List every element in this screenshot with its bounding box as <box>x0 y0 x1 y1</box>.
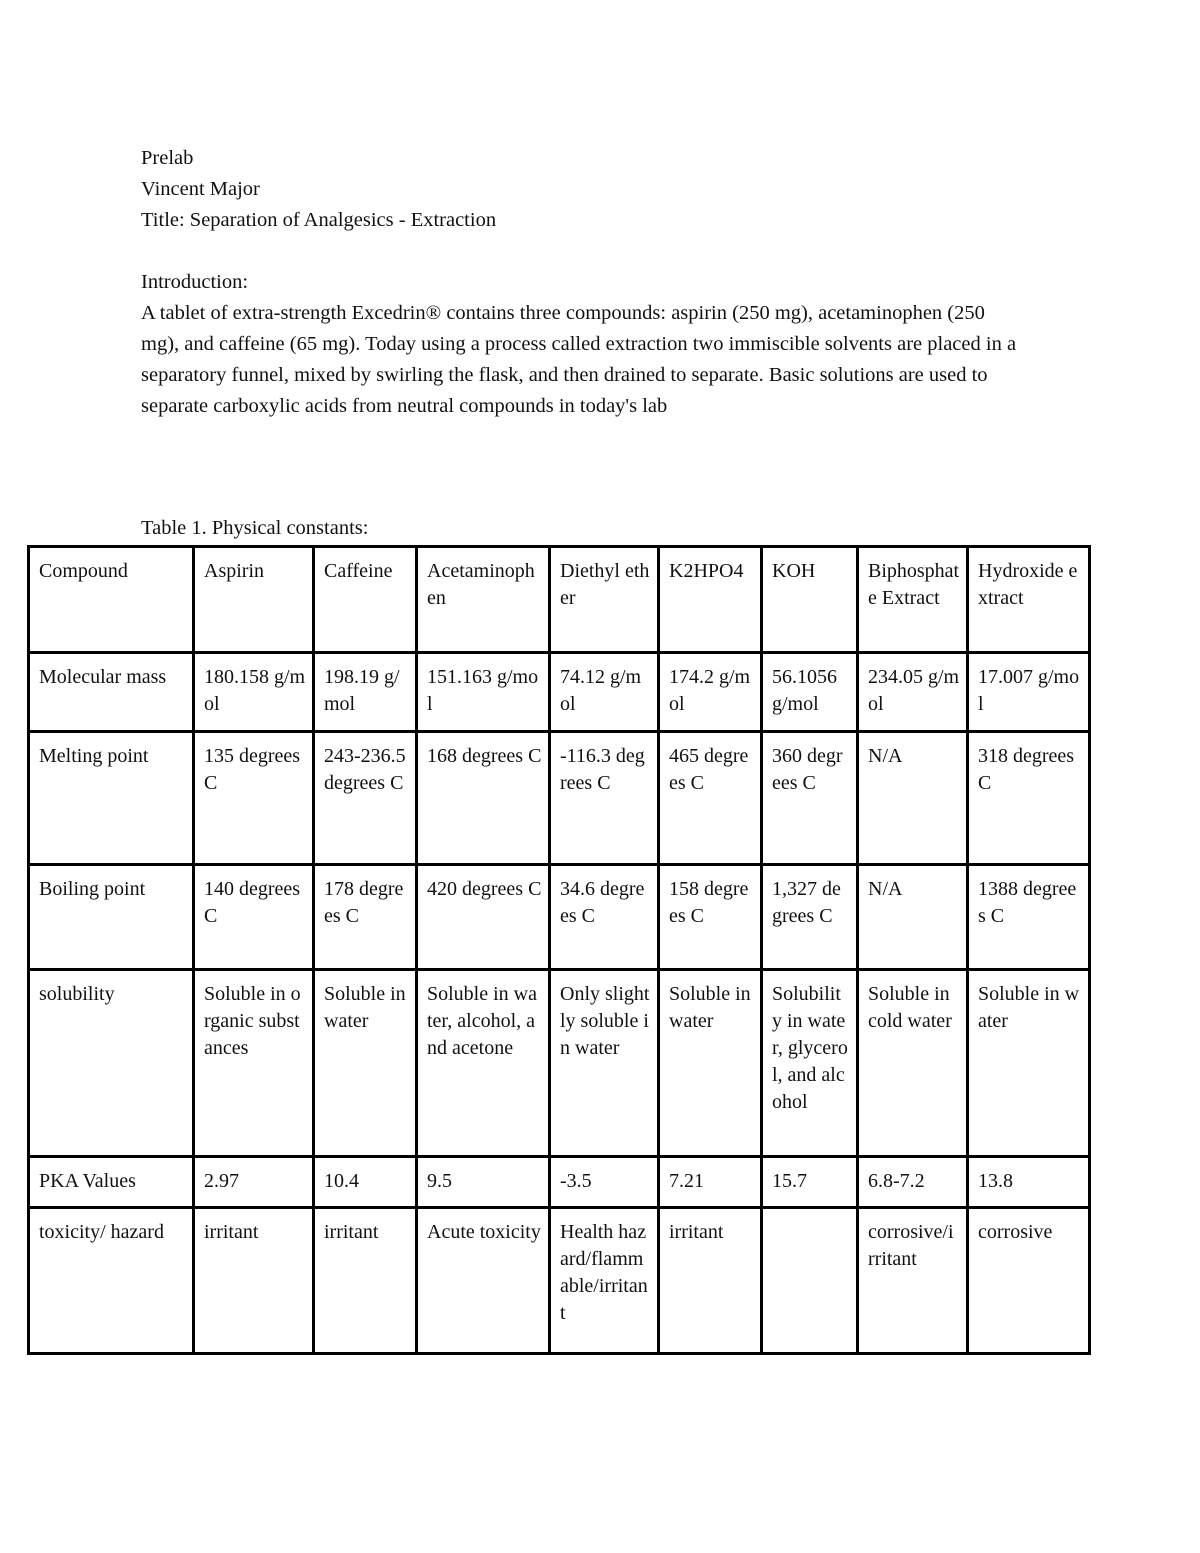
table-cell: 1388 degrees C <box>968 865 1090 970</box>
table-cell <box>762 1208 858 1354</box>
header-cell: Diethyl ether <box>550 547 659 653</box>
spacer <box>141 236 1041 267</box>
table-cell: 10.4 <box>314 1157 417 1208</box>
table-cell: 318 degrees C <box>968 732 1090 865</box>
table-cell: 17.007 g/mol <box>968 653 1090 732</box>
table-cell: corrosive/irritant <box>858 1208 968 1354</box>
table-row <box>29 1208 1090 1354</box>
table-row <box>29 732 1090 865</box>
table-cell: 74.12 g/mol <box>550 653 659 732</box>
physical-constants-table <box>27 545 1091 1355</box>
introduction-paragraph: A tablet of extra-strength Excedrin® contains three compounds: aspirin (250 mg), acetaminophen (250 mg), and caffeine (65 mg). Today using a process called extraction two immiscible solvents are placed in a separatory funnel, mixed by swirling the flask, and then drained to separate. Basic solutions are used to separate carboxylic acids from neutral compounds in today's lab <box>141 302 1017 417</box>
table-cell: Solubility in water, glycerol, and alcohol <box>762 970 858 1157</box>
table-cell: corrosive <box>968 1208 1090 1354</box>
table-cell: irritant <box>659 1208 762 1354</box>
table-row <box>29 1157 1090 1208</box>
table-cell: 15.7 <box>762 1157 858 1208</box>
header-cell: Aspirin <box>194 547 314 653</box>
table-cell: 198.19 g/mol <box>314 653 417 732</box>
table-cell: 420 degrees C <box>417 865 550 970</box>
table-cell: Soluble in cold water <box>858 970 968 1157</box>
table-cell: 158 degrees C <box>659 865 762 970</box>
table-cell: Health hazard/flammable/irritant <box>550 1208 659 1354</box>
document-header <box>141 143 1041 422</box>
table-cell: -3.5 <box>550 1157 659 1208</box>
table-cell: 151.163 g/mol <box>417 653 550 732</box>
table-header-row <box>29 547 1090 653</box>
table-cell: Soluble in organic substances <box>194 970 314 1157</box>
table-cell: irritant <box>314 1208 417 1354</box>
table-cell: 1,327 degrees C <box>762 865 858 970</box>
table-cell: 180.158 g/mol <box>194 653 314 732</box>
table-cell: 9.5 <box>417 1157 550 1208</box>
row-label-cell: Boiling point <box>29 865 194 970</box>
table-cell: N/A <box>858 732 968 865</box>
row-label-cell: Melting point <box>29 732 194 865</box>
prelab-label: Prelab <box>141 147 194 169</box>
table-cell: Soluble in water, alcohol, and acetone <box>417 970 550 1157</box>
table-cell: Soluble in water <box>314 970 417 1157</box>
table-cell: 234.05 g/mol <box>858 653 968 732</box>
table-cell: -116.3 degrees C <box>550 732 659 865</box>
table-cell: N/A <box>858 865 968 970</box>
table-cell: Acute toxicity <box>417 1208 550 1354</box>
table-cell: 2.97 <box>194 1157 314 1208</box>
introduction-heading: Introduction: <box>141 271 249 293</box>
table-row <box>29 865 1090 970</box>
header-cell: Biphosphate Extract <box>858 547 968 653</box>
table-cell: 6.8-7.2 <box>858 1157 968 1208</box>
header-cell: KOH <box>762 547 858 653</box>
table-cell: Only slightly soluble in water <box>550 970 659 1157</box>
table-cell: 56.1056 g/mol <box>762 653 858 732</box>
table-cell: Soluble in water <box>968 970 1090 1157</box>
header-cell: Caffeine <box>314 547 417 653</box>
table-cell: 34.6 degrees C <box>550 865 659 970</box>
author-name: Vincent Major <box>141 178 260 200</box>
table-cell: 168 degrees C <box>417 732 550 865</box>
table-cell: 465 degrees C <box>659 732 762 865</box>
table-cell: 174.2 g/mol <box>659 653 762 732</box>
table-cell: Soluble in water <box>659 970 762 1157</box>
table-cell: 140 degrees C <box>194 865 314 970</box>
table-cell: 243-236.5 degrees C <box>314 732 417 865</box>
header-cell: K2HPO4 <box>659 547 762 653</box>
row-label-cell: solubility <box>29 970 194 1157</box>
document-title: Title: Separation of Analgesics - Extraction <box>141 209 497 231</box>
table-cell: 13.8 <box>968 1157 1090 1208</box>
table-caption: Table 1. Physical constants: <box>141 517 369 539</box>
header-cell: Compound <box>29 547 194 653</box>
row-label-cell: PKA Values <box>29 1157 194 1208</box>
table-cell: 360 degrees C <box>762 732 858 865</box>
table-cell: 135 degrees C <box>194 732 314 865</box>
table-row <box>29 970 1090 1157</box>
header-cell: Acetaminophen <box>417 547 550 653</box>
table-cell: 178 degrees C <box>314 865 417 970</box>
row-label-cell: toxicity/ hazard <box>29 1208 194 1354</box>
row-label-cell: Molecular mass <box>29 653 194 732</box>
table-row <box>29 653 1090 732</box>
header-cell: Hydroxide extract <box>968 547 1090 653</box>
table-cell: 7.21 <box>659 1157 762 1208</box>
table-cell: irritant <box>194 1208 314 1354</box>
